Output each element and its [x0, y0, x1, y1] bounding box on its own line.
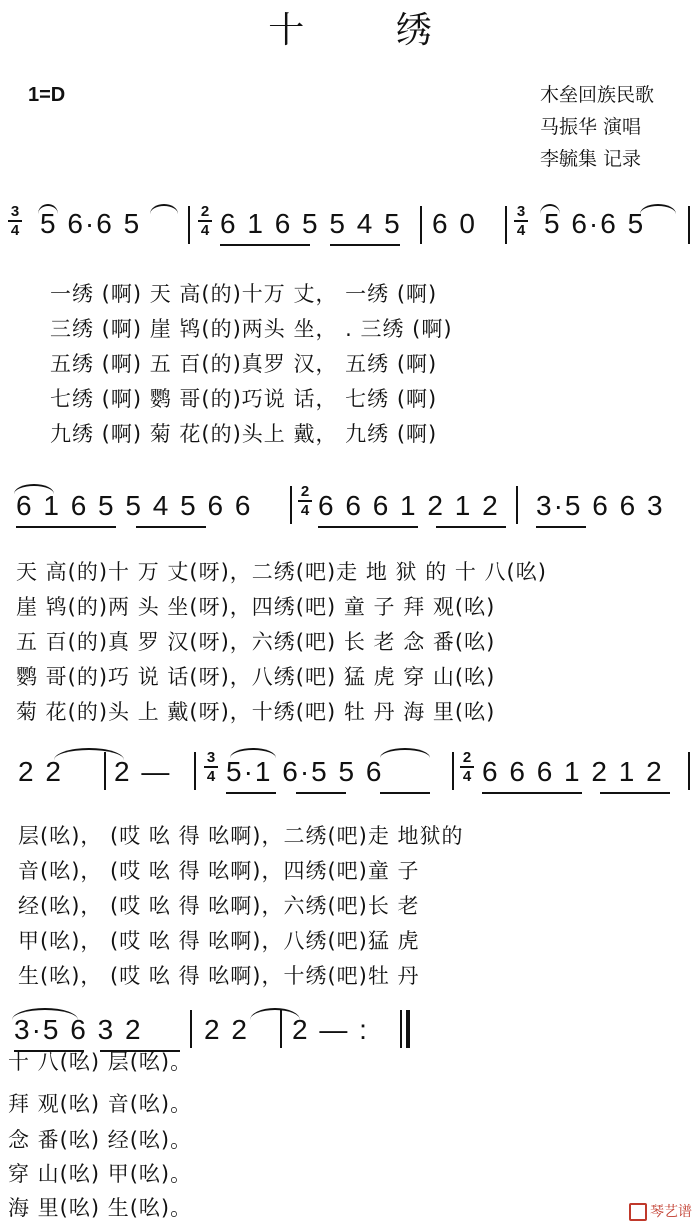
- measure-7: 3·5 6 6 3: [536, 490, 665, 521]
- slur: [640, 204, 676, 214]
- lyric-line: 生(吆)， (哎 吆 得 吆啊)，十绣(吧)牡 丹: [18, 964, 420, 988]
- time-signature: 2 4: [198, 204, 212, 238]
- time-signature: 3 4: [514, 204, 528, 238]
- beam: [600, 792, 670, 794]
- beam: [436, 526, 506, 528]
- lyric-line: 甲(吆)， (哎 吆 得 吆啊)，八绣(吧)猛 虎: [18, 929, 420, 953]
- lyric-line: 念 番(吆) 经(吆)。: [8, 1128, 193, 1152]
- beam: [16, 526, 116, 528]
- slur: [150, 204, 178, 214]
- credit-origin: 木垒回族民歌: [540, 84, 655, 106]
- time-signature: 2 4: [460, 750, 474, 784]
- measure-3: 6 0: [432, 208, 477, 239]
- lyric-line: 拜 观(吆) 音(吆)。: [8, 1092, 193, 1116]
- measure-9: 2 —: [114, 756, 172, 787]
- beam: [330, 244, 400, 246]
- song-title: 十 绣: [268, 10, 472, 51]
- lyric-line: 五绣 (啊) 五 百(的)真罗 汉， 五绣 (啊): [50, 352, 438, 376]
- measure-10: 5·1 6·5 5 6: [226, 756, 384, 787]
- barline: [452, 752, 454, 790]
- key-signature: 1=D: [28, 84, 66, 106]
- slur: [12, 1008, 78, 1020]
- credit-performer: 马振华 演唱: [540, 116, 642, 138]
- beam: [296, 792, 346, 794]
- beam: [220, 244, 310, 246]
- lyric-line: 崖 鸨(的)两 头 坐(呀)，四绣(吧) 童 子 拜 观(吆): [16, 595, 496, 619]
- logo-icon: [629, 1203, 647, 1221]
- slur: [540, 204, 560, 214]
- slur: [250, 1008, 300, 1020]
- barline: [194, 752, 196, 790]
- lyric-line: 一绣 (啊) 天 高(的)十万 丈， 一绣 (啊): [50, 282, 438, 306]
- beam: [136, 526, 206, 528]
- measure-13: 2 2: [204, 1014, 249, 1045]
- end-repeat-barline-thick: [406, 1010, 410, 1048]
- measure-1: 5 6·6 5: [40, 208, 142, 239]
- credit-transcriber: 李毓集 记录: [540, 148, 642, 170]
- measure-8: 2 2: [18, 756, 63, 787]
- beam: [380, 792, 430, 794]
- barline: [516, 486, 518, 524]
- measure-6: 6 6 6 1 2 1 2: [318, 490, 500, 521]
- measure-5: 6 1 6 5 5 4 5 6 6: [16, 490, 253, 521]
- barline: [505, 206, 507, 244]
- beam: [482, 792, 582, 794]
- beam: [318, 526, 418, 528]
- lyric-line: 十 八(吆) 层(吆)。: [8, 1050, 193, 1074]
- lyric-line: 穿 山(吆) 甲(吆)。: [8, 1162, 193, 1186]
- lyric-line: 音(吆)， (哎 吆 得 吆啊)，四绣(吧)童 子: [18, 859, 420, 883]
- beam: [536, 526, 586, 528]
- time-signature: 3 4: [204, 750, 218, 784]
- measure-14: 2 — :: [292, 1014, 369, 1045]
- lyric-line: 九绣 (啊) 菊 花(的)头上 戴， 九绣 (啊): [50, 422, 438, 446]
- lyric-line: 五 百(的)真 罗 汉(呀)，六绣(吧) 长 老 念 番(吆): [16, 630, 496, 654]
- lyric-line: 菊 花(的)头 上 戴(呀)，十绣(吧) 牡 丹 海 里(吆): [16, 700, 496, 724]
- slur: [54, 748, 124, 760]
- watermark-logo: 琴艺谱: [629, 1201, 692, 1221]
- lyric-line: 七绣 (啊) 鹦 哥(的)巧说 话， 七绣 (啊): [50, 387, 438, 411]
- measure-11: 6 6 6 1 2 1 2: [482, 756, 664, 787]
- barline: [688, 206, 690, 244]
- time-signature: 3 4: [8, 204, 22, 238]
- slur: [38, 204, 58, 214]
- lyric-line: 层(吆)， (哎 吆 得 吆啊)，二绣(吧)走 地狱的: [18, 824, 464, 848]
- end-repeat-barline: [400, 1010, 402, 1048]
- measure-4: 5 6·6 5: [544, 208, 646, 239]
- barline: [688, 752, 690, 790]
- lyric-line: 鹦 哥(的)巧 说 话(呀)，八绣(吧) 猛 虎 穿 山(吆): [16, 665, 496, 689]
- slur: [14, 484, 54, 494]
- lyric-line: 海 里(吆) 生(吆)。: [8, 1196, 193, 1220]
- time-signature: 2 4: [298, 484, 312, 518]
- measure-12: 3·5 6 3 2: [14, 1014, 143, 1045]
- slur: [230, 748, 276, 758]
- barline: [188, 206, 190, 244]
- beam: [226, 792, 276, 794]
- lyric-line: 三绣 (啊) 崖 鸨(的)两头 坐， . 三绣 (啊): [50, 317, 453, 341]
- slur: [380, 748, 430, 758]
- barline: [420, 206, 422, 244]
- lyric-line: 经(吆)， (哎 吆 得 吆啊)，六绣(吧)长 老: [18, 894, 420, 918]
- barline: [190, 1010, 192, 1048]
- lyric-line: 天 高(的)十 万 丈(呀)，二绣(吧)走 地 狱 的 十 八(吆): [16, 560, 547, 584]
- barline: [290, 486, 292, 524]
- measure-2: 6 1 6 5 5 4 5: [220, 208, 402, 239]
